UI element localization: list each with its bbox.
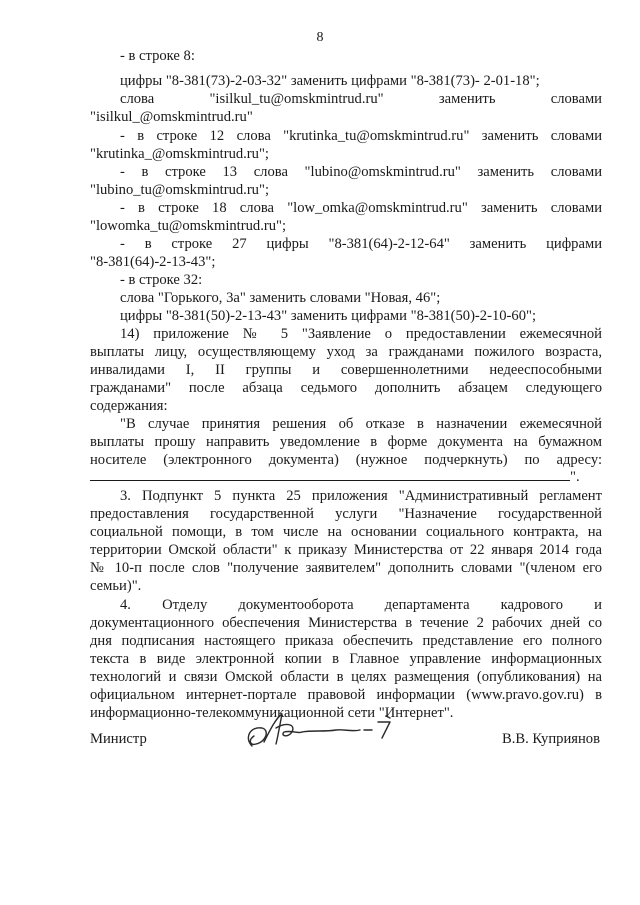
text-line: выплаты лицу, осуществляющему уход за гражданами пожилого возраста,: [90, 344, 602, 360]
text-line: цифры "8-381(73)-2-03-32" заменить цифрами "8-381(73)- 2-01-18";: [120, 73, 540, 89]
text-line: цифры "8-381(50)-2-13-43" заменить цифрами "8-381(50)-2-10-60";: [120, 308, 537, 324]
text-line: - в строке 12 слова "krutinka_tu@omskmintrud.ru" заменить словами: [120, 128, 602, 144]
text-line: носителе (электронного документа) (нужное подчеркнуть) по адресу:: [90, 452, 602, 468]
text-line: семьи)".: [90, 578, 142, 594]
text-line: социальной помощи, в том числе на основании социального контракта, на: [90, 524, 602, 540]
signatory-name: В.В. Куприянов: [502, 731, 600, 747]
text-line-end: ".: [570, 469, 580, 485]
text-line: - в строке 18 слова "low_omka@omskmintrud.ru" заменить словами: [120, 200, 602, 216]
text-line: документационного обеспечения Министерства в течение 2 рабочих дней со: [90, 615, 602, 631]
text-line: инвалидами I, II группы и совершеннолетними недееспособными: [90, 362, 602, 378]
text-line: официальном интернет-портале правовой информации (www.pravo.gov.ru) в: [90, 687, 602, 703]
signatory-title: Министр: [90, 731, 147, 747]
page-number: 8: [316, 30, 324, 45]
text-line: 3. Подпункт 5 пункта 25 приложения "Административный регламент: [120, 488, 602, 504]
text-line: текста в виде электронной копии в Главное управление информационных: [90, 651, 602, 667]
text-line: слова "isilkul_tu@omskmintrud.ru" заменить словами: [120, 91, 602, 107]
handwritten-signature: [240, 708, 410, 758]
text-line: - в строке 8:: [120, 48, 195, 64]
text-line: слова "Горького, 3а" заменить словами "Новая, 46";: [120, 290, 441, 306]
text-line: "krutinka_@omskmintrud.ru";: [90, 146, 269, 162]
text-line: - в строке 13 слова "lubino@omskmintrud.ru" заменить словами: [120, 164, 602, 180]
text-line: "8-381(64)-2-13-43";: [90, 254, 216, 270]
text-line: предоставления государственной услуги "Назначение государственной: [90, 506, 602, 522]
text-line: дня подписания настоящего приказа обеспечить представление его полного: [90, 633, 602, 649]
text-line: содержания:: [90, 398, 168, 414]
text-line: 14) приложение № 5 "Заявление о предоставлении ежемесячной: [120, 326, 602, 342]
text-line: технологий и связи Омской области в целях размещения (опубликования) на: [90, 669, 602, 685]
text-line: - в строке 32:: [120, 272, 203, 288]
text-line: № 10-п после слов "получение заявителем" дополнить словами "(членом его: [90, 560, 602, 576]
text-line: гражданами" после абзаца седьмого дополнить абзацем следующего: [90, 380, 602, 396]
address-underline: [90, 468, 570, 481]
text-line: информационно-телекоммуникационной сети "Интернет".: [90, 705, 454, 721]
address-blank-line: [90, 468, 580, 486]
text-line: "lubino_tu@omskmintrud.ru";: [90, 182, 269, 198]
text-line: выплаты прошу направить уведомление в форме документа на бумажном: [90, 434, 602, 450]
text-line: "lowomka_tu@omskmintrud.ru";: [90, 218, 287, 234]
text-line: 4. Отделу документооборота департамента кадрового и: [120, 597, 602, 613]
text-line: "isilkul_@omskmintrud.ru": [90, 109, 253, 125]
text-line: - в строке 27 цифры "8-381(64)-2-12-64" заменить цифрами: [120, 236, 602, 252]
text-line: территории Омской области" к приказу Министерства от 22 января 2014 года: [90, 542, 602, 558]
text-line: "В случае принятия решения об отказе в назначении ежемесячной: [120, 416, 602, 432]
